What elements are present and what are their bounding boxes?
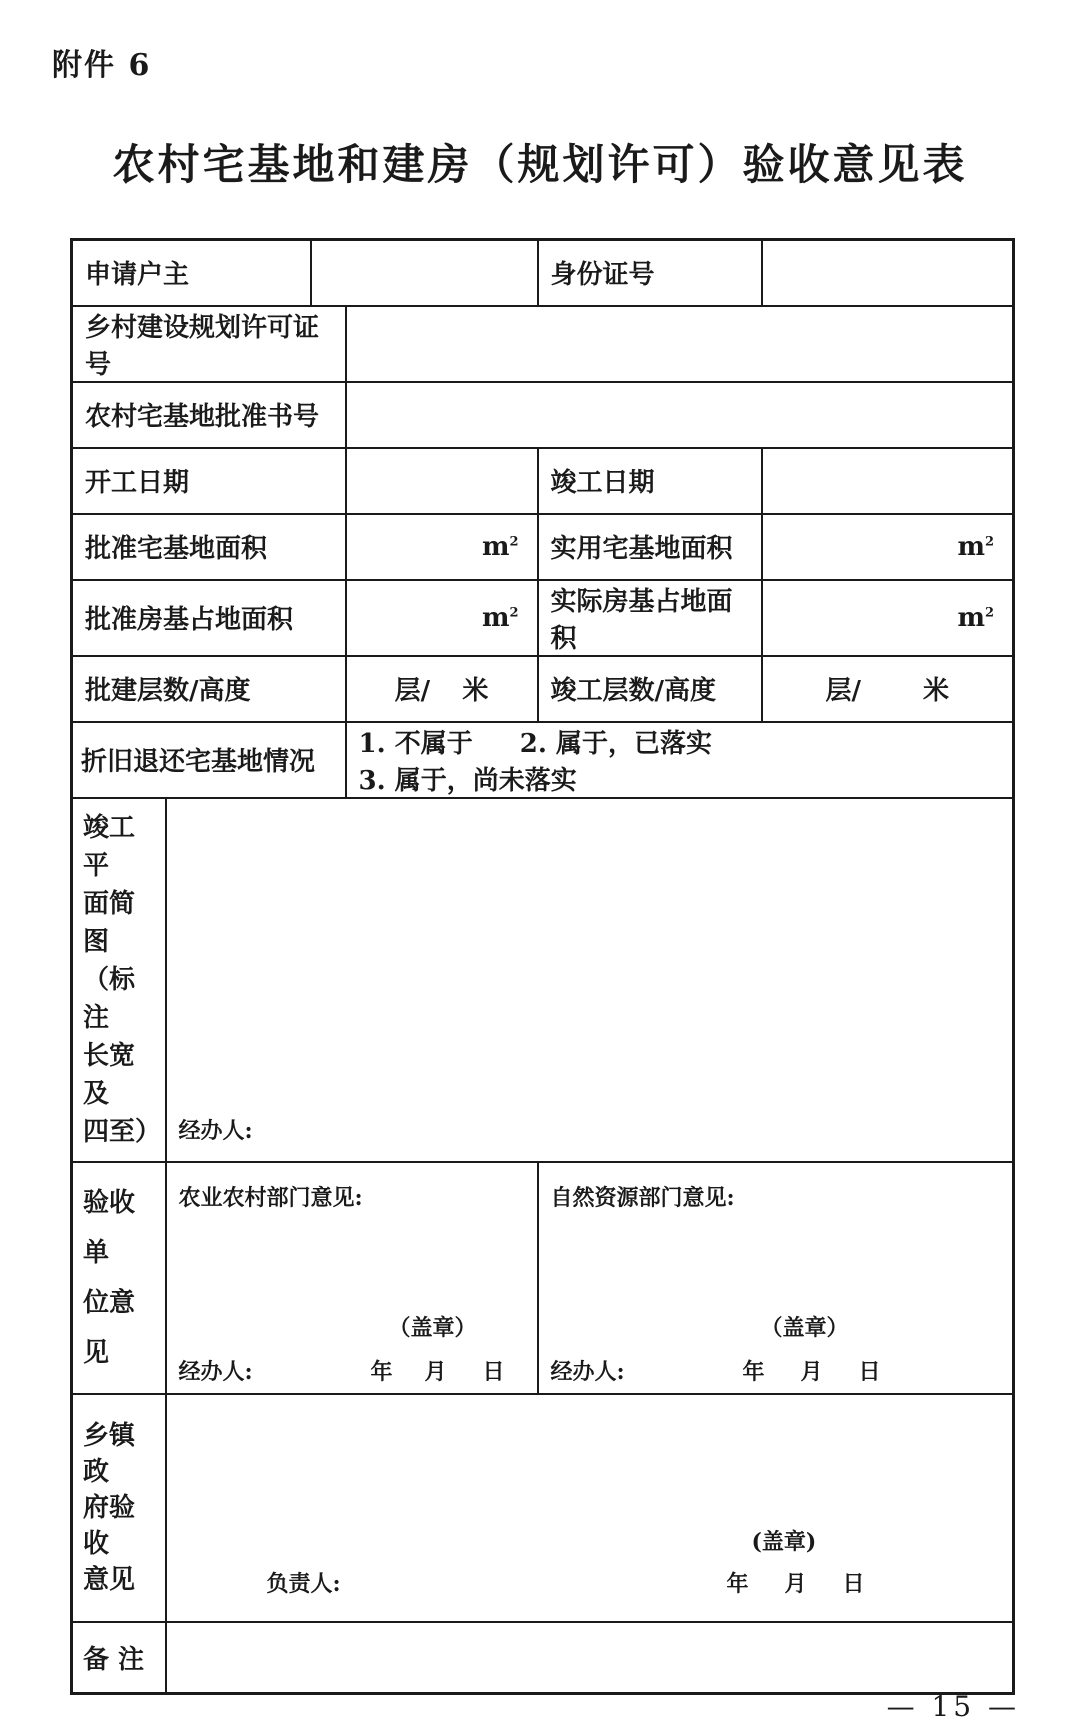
- township-label-line: 府验收: [83, 1492, 136, 1559]
- acceptance-label-line: 验收单: [83, 1187, 136, 1268]
- resource-dept-month: 月: [800, 1358, 823, 1385]
- demolition-option-2[interactable]: 2. 属于，已落实: [519, 728, 712, 759]
- area-unit: m: [957, 531, 985, 562]
- approved-floors-label: 批建层数/高度: [72, 656, 346, 722]
- area-unit-sup: 2: [509, 533, 519, 549]
- acceptance-label-line: 位意见: [83, 1287, 136, 1368]
- resource-dept-day: 日: [858, 1358, 881, 1385]
- floor-plan-label-line: （标 注: [83, 964, 136, 1033]
- area-unit-sup: 2: [509, 604, 519, 620]
- agri-dept-opinion-cell[interactable]: [166, 1162, 538, 1394]
- floor-plan-label-line: 四至）: [83, 1116, 162, 1147]
- approved-floors-field[interactable]: [346, 656, 538, 722]
- floor-unit: 层/: [825, 676, 861, 706]
- floor-plan-label-line: 面简图: [83, 888, 136, 957]
- township-month: 月: [784, 1570, 807, 1597]
- completed-floors-field[interactable]: [762, 656, 1014, 722]
- planning-permit-label: 乡村建设规划许可证号: [72, 306, 346, 382]
- area-unit: m: [481, 531, 510, 562]
- height-unit: 米: [922, 676, 949, 706]
- township-year: 年: [726, 1570, 749, 1597]
- completed-floors-label: 竣工层数/高度: [538, 656, 762, 722]
- area-unit: m: [957, 602, 985, 633]
- township-label-line: 意见: [83, 1564, 136, 1595]
- planning-permit-field[interactable]: [346, 306, 1014, 382]
- township-opinion-label: [72, 1394, 166, 1622]
- completion-date-label: 竣工日期: [538, 448, 762, 514]
- approved-footprint-label: 批准房基占地面积: [72, 580, 346, 656]
- actual-footprint-label: 实际房基占地面积: [538, 580, 762, 656]
- area-unit: m: [481, 602, 510, 633]
- area-unit-sup: 2: [984, 533, 994, 549]
- agri-dept-seal-label: （盖章）: [388, 1314, 477, 1341]
- completion-date-field[interactable]: [762, 448, 1014, 514]
- height-unit: 米: [462, 676, 489, 706]
- id-number-field[interactable]: [762, 240, 1014, 306]
- actual-homestead-area-field[interactable]: [762, 514, 1014, 580]
- agri-dept-year: 年: [370, 1358, 393, 1385]
- acceptance-form-table: [70, 238, 1015, 1695]
- township-responsible-label: 负责人:: [266, 1570, 341, 1597]
- floor-plan-label-line: 竣工平: [83, 812, 136, 881]
- remarks-field[interactable]: [166, 1622, 1014, 1694]
- resource-dept-opinion-label: 自然资源部门意见:: [550, 1184, 735, 1211]
- resource-dept-year: 年: [742, 1358, 765, 1385]
- floor-unit: 层/: [394, 676, 431, 706]
- resource-dept-handler-label: 经办人:: [550, 1358, 625, 1385]
- actual-homestead-area-label: 实用宅基地面积: [538, 514, 762, 580]
- demolition-label: 折旧退还宅基地情况: [72, 722, 346, 798]
- acceptance-unit-label: [72, 1162, 166, 1394]
- area-unit-sup: 2: [984, 604, 994, 620]
- homestead-approval-label: 农村宅基地批准书号: [72, 382, 346, 448]
- demolition-option-1[interactable]: 1. 不属于: [358, 728, 473, 759]
- agri-dept-month: 月: [424, 1358, 447, 1385]
- township-label-line: 乡镇政: [83, 1420, 136, 1487]
- start-date-label: 开工日期: [72, 448, 346, 514]
- start-date-field[interactable]: [346, 448, 538, 514]
- agri-dept-handler-label: 经办人:: [178, 1358, 253, 1385]
- attachment-label: 附件 6: [52, 48, 152, 83]
- demolition-options: [346, 722, 1014, 798]
- actual-footprint-field[interactable]: [762, 580, 1014, 656]
- homestead-approval-field[interactable]: [346, 382, 1014, 448]
- floor-plan-label-line: 长宽及: [83, 1040, 136, 1109]
- approved-homestead-area-label: 批准宅基地面积: [72, 514, 346, 580]
- township-day: 日: [842, 1570, 865, 1597]
- resource-dept-seal-label: （盖章）: [760, 1314, 849, 1341]
- township-opinion-cell[interactable]: [166, 1394, 1014, 1622]
- remarks-label: 备 注: [72, 1622, 166, 1694]
- resource-dept-opinion-cell[interactable]: [538, 1162, 1014, 1394]
- applicant-label: 申请户主: [72, 240, 311, 306]
- floor-plan-sketch-area[interactable]: [166, 798, 1014, 1162]
- floor-plan-handler-label: 经办人:: [178, 1117, 253, 1144]
- agri-dept-day: 日: [482, 1358, 505, 1385]
- township-seal-label: (盖章): [751, 1528, 817, 1555]
- applicant-field[interactable]: [311, 240, 538, 306]
- page-number: — 15 —: [886, 1690, 1020, 1723]
- approved-homestead-area-field[interactable]: [346, 514, 538, 580]
- approved-footprint-field[interactable]: [346, 580, 538, 656]
- form-title: 农村宅基地和建房（规划许可）验收意见表: [112, 140, 968, 189]
- floor-plan-label: [72, 798, 166, 1162]
- demolition-option-3[interactable]: 3. 属于，尚未落实: [358, 765, 577, 796]
- id-number-label: 身份证号: [538, 240, 762, 306]
- agri-dept-opinion-label: 农业农村部门意见:: [178, 1184, 363, 1211]
